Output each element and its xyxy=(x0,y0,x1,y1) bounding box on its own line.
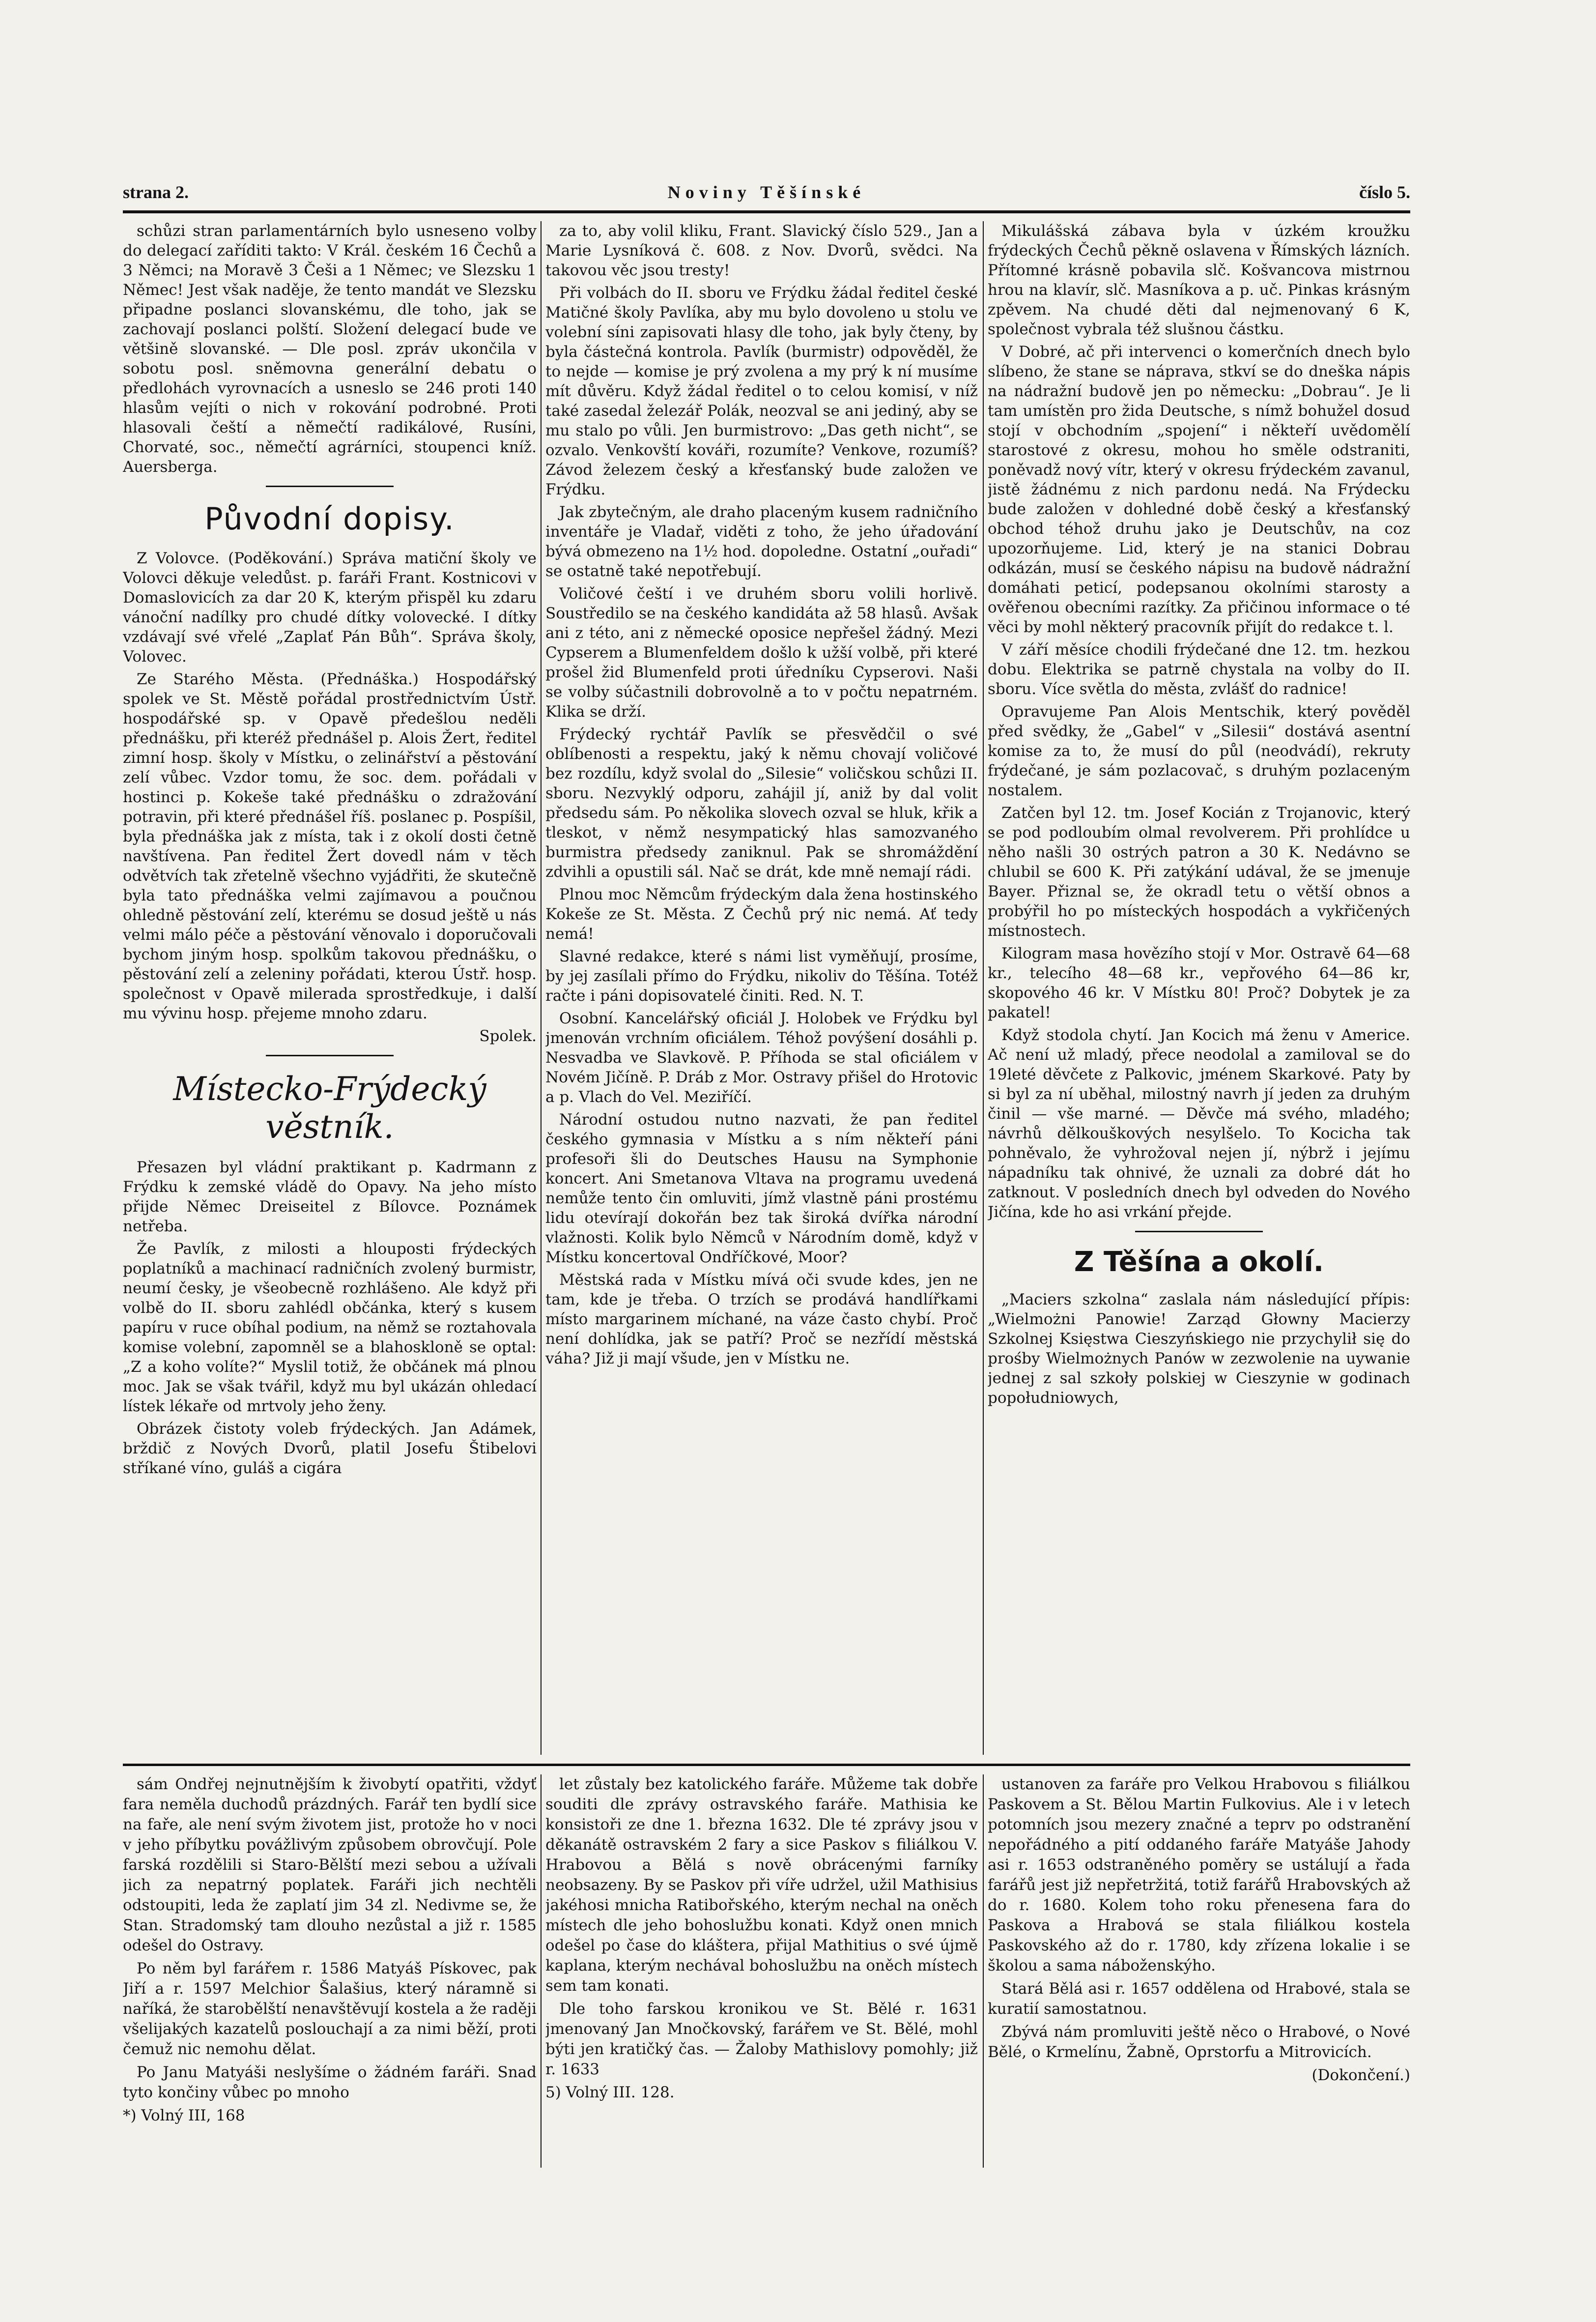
article-stare-mesto: Ze Starého Města. (Přednáška.) Hospodářský spolek ve St. Městě pořádal prostřednictvím Ústř. hospodářské sp. v Opavě předešlou neděli přednášku, při kteréž přednášel p. Alois Žert, ředitel zimní hosp. školy v Místku, o zelinářství a pěstování zelí vůbec. Vzdor tomu, že soc. dem. pořádali v hostinci p. Kokeše také přednášku o zdražování potravin, při které přednášel říš. poslanec p. Pospíšil, byla přednáška jak z místa, tak i z okolí dosti četně navštívena. Pan ředitel Žert dovedl nám v těch odvětvích tak zřetelně všechno vyjádřiti, že skutečně byla tato přednáška velmi zajímavou a poučnou ohledně pěstování zelí, kterému se dosud ještě u nás velmi málo péče a pěstování věnovalo i doporučovali bychom jiným hosp. spolkům takovou přednášku, o pěstování zelí a zeleniny pořádati, kterou Ústř. hosp. společnost v Opavě milerada sprostředkuje, i další mu vývinu hosp. přejeme mnoho zdaru. xyxy=(123,670,537,1022)
continuation-note: (Dokončení.) xyxy=(1311,2066,1410,2084)
article-rychtar-pavlik: Frýdecký rychtář Pavlík se přesvědčil o své oblíbenosti a respektu, jaký k němu chovají voličové bez rozdílu, když svolal do „Silesie“ voličskou schůzi II. sboru. Nezvyklý odporu, zahájil jí, aniž by dal volit předsedu sám. Po několika slovech ozval se hluk, křik a tleskot, v němž nesympatický hlas samozvaného burmistra předsedy zaniknul. Pak se shromáždění zdvihli a opustili sál. Nač se drát, kde mně nemají rádi. xyxy=(545,726,978,881)
column-separator xyxy=(983,221,984,1755)
column-separator xyxy=(541,221,542,1755)
history-paragraph: Dle toho farskou kronikou ve St. Bělé r. 1631 jmenovaný Jan Mnočkovský, farářem ve St. Bělé, mohl býti jen kratičký čas. — Žaloby Mathislovy pomohly; již r. 1633 xyxy=(545,2000,978,2078)
divider xyxy=(1135,1231,1263,1232)
divider xyxy=(266,486,394,487)
article-elections-frydek: Při volbách do II. sboru ve Frýdku žádal ředitel české Matičné školy Pavlíka, aby mu bylo dovoleno u stolu ve volební síni zapisovati hlasy dle toho, jak byly čteny, by byla částečná kontrola. Pavlík (burmistr) odpověděl, že to nejde — komise je prý zvolena a my prý k ní musíme mít důvěru. Když žádal ředitel o to celou komisí, v níž také zasedal železář Polák, neozval se ani jediný, aby se mu stalo po vůli. Jen burmistrovo: „Das geth nicht“, se ozvalo. Venkovští kováři, rozumíte? Venkove, rozumíš? Závod železem český a křesťanský bude založen ve Frýdku. xyxy=(545,284,978,498)
section-heading-original-letters: Původní dopisy. xyxy=(204,501,455,537)
article-mikulas: Mikulášská zábava byla v úzkém kroužku frýdeckých Čechů pěkně oslavena v Římských lázních. Přítomné krásně pobavila slč. Košvancova mistrnou hrou na klavír, slč. Masníkova a p. uč. Pinkas krásným zpěvem. Na chudé děti dal nejmenovaný 6 K, společnost vybrala též slušnou částku. xyxy=(988,222,1410,338)
article-pavlik: Že Pavlík, z milosti a hlouposti frýdeckých poplatníků a machinací radničních zvolený burmistr, neumí česky, je všeobecně rozhlášeno. Ale když při volbě do II. sboru zahlédl občánka, který s kusem papíru v ruce obíhal podium, na němž se roztahovala komise volební, zapomněl se a blahoskloně se optal: „Z a koho volíte?“ Myslil totiž, že občánek má plnou moc. Jak se však tvářil, když mu byl ukázán ohledací lístek lékaře od mrtvoly jeho ženy. xyxy=(123,1240,537,1415)
section-heading-tesin: Z Těšína a okolí. xyxy=(1074,1246,1324,1278)
article-september: V září měsíce chodili frýdečané dne 12. tm. hezkou dobu. Elektrika se patrně chystala na volby do II. sboru. Více světla do města, zvlášť do radnice! xyxy=(988,641,1410,698)
history-paragraph: Stará Bělá asi r. 1657 oddělena od Hrabové, stala se kuratií samostatnou. xyxy=(988,1980,1410,2018)
history-paragraph: Po něm byl farářem r. 1586 Matyáš Pískovec, pak Jiří a r. 1597 Melchior Šalašius, který náramně si naříká, že starobělští nenavštěvují kostela a že raději všelijakých kazatelů poslouchají a za nimi běží, proti čemuž nic nemohu dělat. xyxy=(123,1960,537,2058)
section-rule xyxy=(123,1764,1410,1766)
article-personal: Osobní. Kancelářský oficiál J. Holobek ve Frýdku byl jmenován vrchním oficiálem. Téhož povýšení dosáhli p. Nesvadba ve Slavkově. P. Příhoda se stal oficiálem v Novém Jičíně. P. Dráb z Mor. Ostravy přišel do Hrotovic a p. Vlach do Vel. Meziříčí. xyxy=(545,1010,978,1106)
article-barn: Když stodola chytí. Jan Kocich má ženu v Americe. Ač není už mladý, přece neodolal a zamiloval se do 19leté děvčete z Palkovic, jménem Skarkové. Paty by si byl za ní uběhal, milostný navrh jí jeden za druhým činil — vše marné. — Děvče má svého, mladého; návrhů dělkouškových nesylšelo. To Kocicha tak pohněvalo, že vyhrožoval nejen jí, nýbrž i jejímu nápadníku tak ohnivé, že uznali za dobré dát ho zatknout. V posledních dnech byl odveden do Nového Jičína, kde ho asi vrkání přejde. xyxy=(988,1026,1410,1221)
history-paragraph: Po Janu Matyáši neslyšíme o žádném faráři. Snad tyto končiny vůbec po mnoho xyxy=(123,2063,537,2101)
bottom-column-2 xyxy=(545,1774,978,2173)
article-editorial-notice: Slavné redakce, které s námi list vyměňují, prosíme, by jej zasílali přímo do Frýdku, nikoliv do Těšína. Totéž račte i páni dopisovatelé činiti. Red. N. T. xyxy=(545,948,978,1005)
bottom-column-separator xyxy=(983,1774,984,2168)
column-2 xyxy=(545,221,978,1755)
article-vladar: Jak zbytečným, ale draho placeným kusem radničního inventáře je Vladař, viděti z toho, že jeho úřadování bývá obmezeno na 1½ hod. dopoledne. Ostatní „ouřadi“ se ostatně také nepotřebují. xyxy=(545,503,978,580)
history-paragraph: ustanoven za faráře pro Velkou Hrabovou s filiálkou Paskovem a St. Bělou Martin Fulkovius. Ale i v letech potomních jsou mezery značné a teprv po odstranění nepořádného a pití oddaného faráře Matyáše Jahody asi r. 1653 odstraněného poměry se ustálují a řada farářů jest již nepřetržitá, totiž farářů Hrabovských až do r. 1680. Kolem toho roku přenesena fara do Paskova a Hrabová se stala filiálkou kostela Paskovského až do r. 1780, kdy zřízena lokalie i se školou a sama náboženskýho. xyxy=(988,1775,1410,1974)
issue-number: číslo 5. xyxy=(1359,182,1410,202)
article-czech-voters: Voličové čeští i ve druhém sboru volili horlivě. Soustředilo se na českého kandidáta až 58 hlasů. Avšak ani z této, ani z německé oposice nepřešel žádný. Mezi Cypserem a Blumenfeldem došlo k užší volbě, při které prošel žid Blumenfeld proti úředníku Cypserovi. Naši se volby súčastnili dobrovolně a to v počtu nepatrném. Klika se drží. xyxy=(545,585,978,721)
history-paragraph: Zbývá nám promluviti ještě něco o Hrabové, o Nové Bělé, o Krmelínu, Žabně, Oprstorfu a Mitrovicích. xyxy=(988,2023,1410,2061)
article-correction: Opravujeme Pan Alois Mentschik, který pověděl před svědky, že „Gabel“ v „Silesii“ dostává asentní komise za to, že musí do půl (neodvádí), rekruty frýdečané, je sám pozlacovač, s druhým pozlaceným nostalem. xyxy=(988,703,1410,799)
bottom-column-1 xyxy=(123,1774,537,2173)
column-3 xyxy=(988,221,1410,1755)
history-paragraph: let zůstaly bez katolického faráře. Můžeme tak dobře souditi dle zprávy ostravského faráře. Mathisia ke konsistoři ze dne 1. března 1632. Dle té zprávy jsou v děkanátě ostravském 2 fary a sice Paskov s filiálkou V. Hrabovou a Bělá s nově obrácenými farníky neobsazeny. By se Paskov při víře udržel, užil Mathisius jakéhosi mnicha Ratibořského, kterým nechal na oněch místech dle jeho bohoslužbu konati. Když onen mnich odešel po čase do kláštera, přijal Mathitius o své újmě kaplana, kterým nechával bohoslužbu na oněch místech sem tam konati. xyxy=(545,1775,978,1995)
article-city-council: Městská rada v Místku mívá oči svude kdes, jen ne tam, kde je třeba. O trzích se prodává handlířkami místo margarinem míchané, na váze často chybí. Proč není dohlídka, jak se patří? Proč se nezřídí městská váha? Již ji mají všude, jen v Místku ne. xyxy=(545,1271,978,1367)
article-arrest: Zatčen byl 12. tm. Josef Kocián z Trojanovic, který se pod podloubím olmal revolverem. Při prohlídce u něho našli 30 ostrých patron a 30 K. Nedávno se chlubil se 600 K. Při zatýkání udával, že se jmenuje Bayer. Přiznal se, že okradl tetu o větší obnos a probýřil ho po místeckých hospodách a vykřičených místnostech. xyxy=(988,804,1410,940)
section-heading-mistecko: Místecko-Frýdecký věstník. xyxy=(173,1070,486,1146)
page-header xyxy=(123,182,1410,211)
article-national-shame: Národní ostudou nutno nazvati, že pan ředitel českého gymnasia v Místku a s ním někteří páni profesoři šli do Deutsches Hausu na Symphonie koncert. Ani Smetanova Vltava na programu uvedená nemůže tento čin omluviti, jímž vlastně páni prostému lidu otevírají dokořán bez tak široká dvířka národní vlažnosti. Kolik bylo Němců v Národním domě, když v Místku koncertoval Ondříčkové, Moor? xyxy=(545,1111,978,1266)
page-number: strana 2. xyxy=(123,182,189,202)
header-rule xyxy=(123,210,1410,213)
bottom-column-separator xyxy=(541,1774,542,2168)
history-paragraph: sám Ondřej nejnutnějším k živobytí opatřiti, vždyť fara neměla duchodů prázdných. Farář ten bydlí sice na faře, ale není svým životem jist, protože ho v noci v jeho příbytku povážlivým způsobem obrovčují. Pole farská rozdělili si Staro-Bělští mezi sebou a užívali jich za nepatrný poplatek. Faráři jich nechtěli odstoupiti, leda že zaplatí jim 34 zl. Nedivme se, že Stan. Stradomský tam dlouho nezůstal a již r. 1585 odešel do Ostravy. xyxy=(123,1775,537,1954)
article-volovec: Z Volovce. (Poděkování.) Správa matiční školy ve Volovci děkuje veledůst. p. faráři Frant. Kostnicovi v Domaslovicích za dar 20 K, kterým přispěl ku zdaru vánoční nadílky pro chudé dítky volovecké. I dítky vzdávají své vřelé „Zaplať Pán Bůh“. Správa školy, Volovec. xyxy=(123,550,537,666)
article-meat-prices: Kilogram masa hovězího stojí v Mor. Ostravě 64—68 kr., telecího 48—68 kr., vepřového 64—86 kr, skopového 46 kr. V Místku 80! Proč? Dobytek je za pakatel! xyxy=(988,945,1410,1021)
article-delegations: schůzi stran parlamentárních bylo usneseno volby do delegací zaříditi takto: V Král. českém 16 Čechů a 3 Němci; na Moravě 3 Češi a 1 Němec; ve Slezsku 1 Němec! Jest však naděje, že tento mandát ve Slezsku připadne poslanci slovanskému, dle toho, jak se zachovají poslanci polští. Složení delegací bude ve většině slovanské. — Dle posl. zpráv ukončila v sobotu posl. sněmovna generální debatu o předlohách vyrovnacích a usneslo se 246 proti 140 hlasům vejíti o nich v rokování podrobné. Proti hlasovali čeští a němečtí radikálové, Rusíni, Chorvaté, soc., němečtí agrárníci, stoupenci kníž. Auersberga. xyxy=(123,222,537,476)
column-1 xyxy=(123,221,537,1755)
newspaper-title: Noviny Těšínské xyxy=(667,182,866,202)
divider xyxy=(266,1055,394,1056)
article-continuation: za to, aby volil kliku, Frant. Slavický číslo 529., Jan a Marie Lysníková č. 608. z Nov. Dvorů, svědci. Na takovou věc jsou tresty! xyxy=(545,222,978,279)
footnote: *) Volný III, 168 xyxy=(123,2107,245,2124)
article-macierz: „Maciers szkolna“ zaslala nám následující přípis: „Wielmożni Panowie! Zarząd Głowny Macierzy Szkolnej Księstwa Cieszyńskiego nie przychylił się do prośby Wielmożnych Panów w zezwolenie na uywanie jednej z sal szkoły polskiej w Cieszynie w godinach popołudniowych, xyxy=(988,1291,1410,1407)
article-signature: Spolek. xyxy=(479,1027,537,1045)
article-transfer: Přesazen byl vládní praktikant p. Kadrmann z Frýdku k zemské vládě do Opavy. Na jeho místo přijde Němec Dreiseitel z Bílovce. Poznámek netřeba. xyxy=(123,1159,537,1235)
article-power-of-attorney: Plnou moc Němcům frýdeckým dala žena hostinského Kokeše ze St. Města. Z Čechů prý nic nemá. Ať tedy nemá! xyxy=(545,886,978,943)
footnote: 5) Volný III. 128. xyxy=(545,2084,675,2101)
bottom-column-3 xyxy=(988,1774,1410,2173)
article-election-cleanliness: Obrázek čistoty voleb frýdeckých. Jan Adámek, brždič z Nových Dvorů, platil Josefu Štibelovi stříkané víno, guláš a cigára xyxy=(123,1420,537,1477)
article-dobra: V Dobré, ač při intervenci o komerčních dnech bylo slíbeno, že stane se náprava, stkví se do dneška nápis na nádražní budově jen po německu: „Dobrau“. Je li tam umístěn pro žida Deutsche, s nímž bohužel dosud stojí v obchodním „spojení“ i někteří uvědomělí starostové z okresu, mohou ho směle odstraniti, poněvadž nový vítr, který v okresu frýdeckém zavanul, jistě žádnému z nich pardonu nedá. Na Frýdecku bude založen v dohledné době český a křesťanský obchod téhož druhu jako je Deutschův, na coz upozorňujeme. Lid, který je na stanici Dobrau odkázán, musí se českého nápisu na budově nádražní domáhati peticí, podepsanou okolními starosty a ověřenou obecními razítky. Za přičinou informace o té věci by mohl některý pracovník přijít do redakce t. l. xyxy=(988,343,1410,636)
